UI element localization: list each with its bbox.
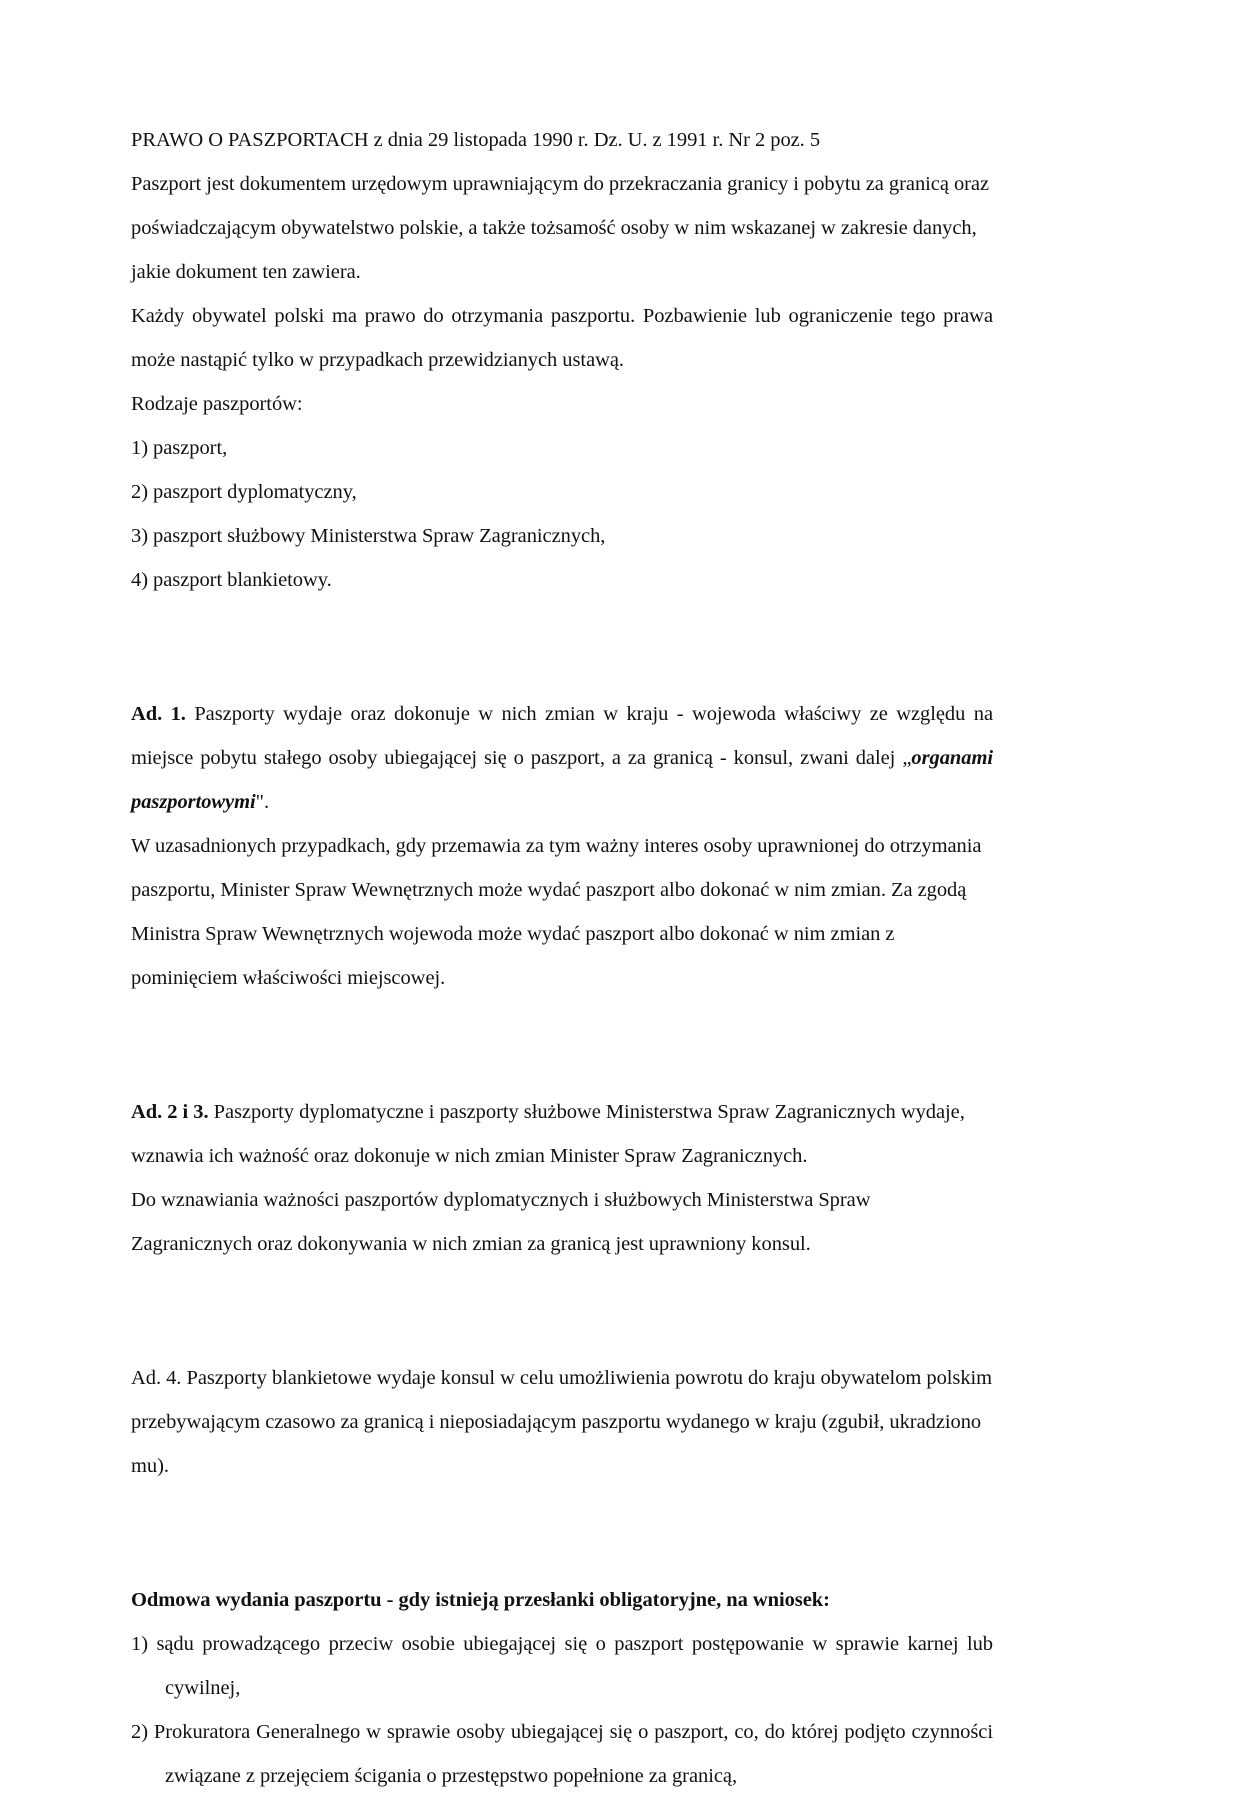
section-ad-1 [131,692,993,824]
list-item: 1) paszport, [131,437,228,459]
section-spacer [131,1312,993,1356]
list-item: 4) paszport blankietowy. [131,569,332,591]
section-ad-1-text-before-quote: Paszporty wydaje oraz dokonuje w nich zmian w kraju - wojewoda właściwy ze względu na miejsce pobytu stałego osoby ubiegającej się o paszport, a za granicą - konsul, zwani dalej [131,703,993,769]
list-item: 2) paszport dyplomatyczny, [131,481,357,503]
list-item: 3) paszport służbowy Ministerstwa Spraw Zagranicznych, [131,525,606,547]
section-ad-2-3-text: Paszporty dyplomatyczne i paszporty służbowe Ministerstwa Spraw Zagranicznych wydaje, wznawia ich ważność oraz dokonuje w nich zmian Minister Spraw Zagranicznych. [131,1101,965,1167]
section-label-ad-1: Ad. 1. [131,703,186,725]
section-ad-4 [131,1356,993,1488]
section-spacer [131,1266,993,1312]
document-text-body [131,118,993,1798]
list-item: 1) sądu prowadzącego przeciw osobie ubiegającej się o paszport postępowanie w sprawie karnej lub cywilnej, [131,1633,993,1699]
section-label-ad-2-3: Ad. 2 i 3. [131,1101,209,1123]
section-label-ad-4: Ad. 4. [131,1367,182,1389]
right-to-passport-paragraph: Każdy obywatel polski ma prawo do otrzymania paszportu. Pozbawienie lub ograniczenie tego prawa może nastąpić tylko w przypadkach przewidzianych ustawą. [131,305,993,371]
section-ad-2-3 [131,1090,993,1178]
section-ad-4-text: Paszporty blankietowe wydaje konsul w celu umożliwienia powrotu do kraju obywatelom polskim przebywającym czasowo za granicą i nieposiadającym paszportu wydanego w kraju (zgubił, ukradziono mu). [131,1367,993,1477]
document-title-line: PRAWO O PASZPORTACH z dnia 29 listopada 1990 r. Dz. U. z 1991 r. Nr 2 poz. 5 [131,129,821,151]
section-ad-1-text-after-quote: . [263,791,270,813]
section-spacer [131,648,993,692]
intro-paragraph: Paszport jest dokumentem urzędowym uprawniającym do przekraczania granicy i pobytu za granicą oraz poświadczającym obywatelstwo polskie, a także tożsamość osoby w nim wskazanej w zakresie danych, jakie dokument ten zawiera. [131,173,990,283]
section-spacer [131,1488,993,1534]
section-ad-2-3-follow-paragraph: Do wznawiania ważności paszportów dyplomatycznych i służbowych Ministerstwa Spraw Zagranicznych oraz dokonywania w nich zmian za granicą jest uprawniony konsul. [131,1189,871,1255]
quote-close-mark: " [255,791,264,813]
refusal-heading: Odmowa wydania paszportu - gdy istnieją przesłanki obligatoryjne, na wniosek: [131,1589,830,1611]
section-spacer [131,1000,993,1046]
section-ad-1-follow-paragraph: W uzasadnionych przypadkach, gdy przemawia za tym ważny interes osoby uprawnionej do otrzymania paszportu, Minister Spraw Wewnętrznych może wydać paszport albo dokonać w nim zmian. Za zgodą Ministra Spraw Wewnętrznych wojewoda może wydać paszport albo dokonać w nim zmian z pominięciem właściwości miejscowej. [131,835,982,989]
quote-open-mark: „ [902,747,912,769]
section-spacer [131,1046,993,1090]
quoted-term-organami-paszportowymi: organami paszportowymi [131,747,993,813]
passport-types-heading: Rodzaje paszportów: [131,393,303,415]
section-spacer [131,1534,993,1578]
list-item: 2) Prokuratora Generalnego w sprawie osoby ubiegającej się o paszport, co, do której podjęto czynności związane z przejęciem ścigania o przestępstwo popełnione za granicą, [131,1721,993,1787]
section-spacer [131,602,993,648]
